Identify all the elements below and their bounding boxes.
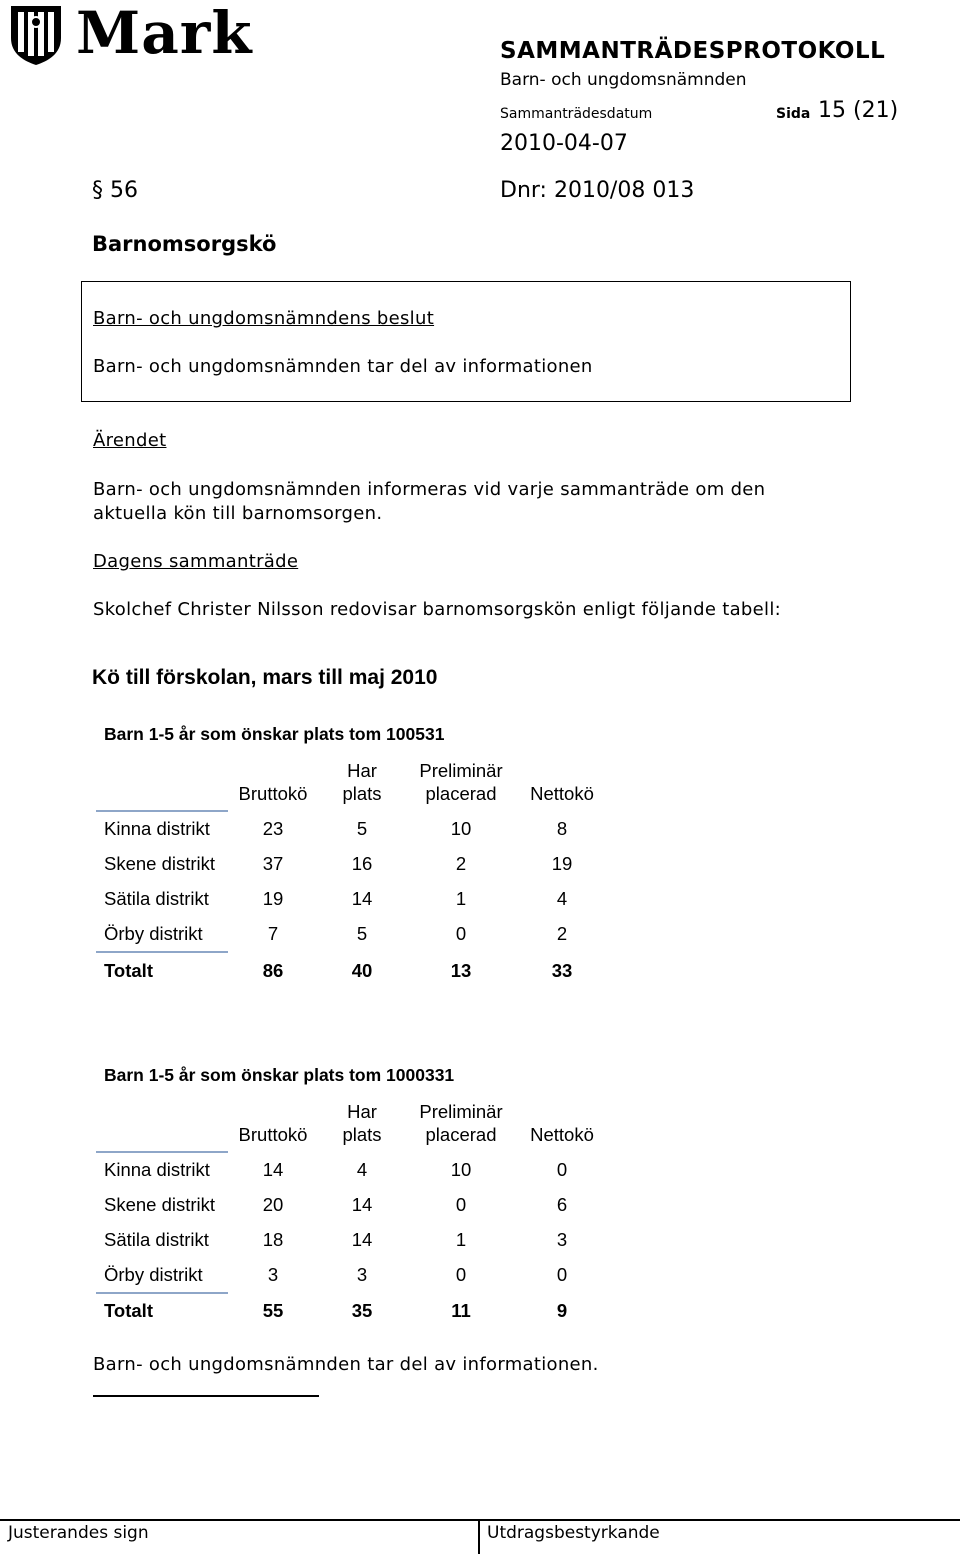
committee-name: Barn- och ungdomsnämnden <box>500 70 747 90</box>
nettoko-value: 2 <box>556 923 568 944</box>
har-plats-value: 14 <box>351 888 373 909</box>
meeting-date: 2010-04-07 <box>500 131 628 156</box>
queue-title: Kö till förskolan, mars till maj 2010 <box>92 666 438 689</box>
conclusion-text: Barn- och ungdomsnämnden tar del av informationen. <box>93 1354 599 1375</box>
bruttoko-value: 20 <box>262 1194 284 1215</box>
preliminar-value: 10 <box>450 818 472 839</box>
preliminar-value: 0 <box>455 1264 467 1285</box>
har-plats-value: 4 <box>356 1159 368 1180</box>
total-nettoko: 9 <box>556 1300 568 1321</box>
section-value: 56 <box>110 178 138 203</box>
nettoko-value: 8 <box>556 818 568 839</box>
preliminar-value: 0 <box>455 1194 467 1215</box>
table1-header-har: Har <box>347 760 377 781</box>
total-har-plats: 35 <box>351 1300 373 1321</box>
table2-title: Barn 1-5 år som önskar plats tom 1000331 <box>104 1065 455 1085</box>
har-plats-value: 16 <box>351 853 373 874</box>
end-rule <box>93 1395 319 1397</box>
table2-header-har: Har <box>347 1101 377 1122</box>
nettoko-value: 0 <box>556 1264 568 1285</box>
bruttoko-value: 14 <box>262 1159 284 1180</box>
preliminar-value: 0 <box>455 923 467 944</box>
total-label: Totalt <box>104 960 153 981</box>
table1-total-rule <box>96 951 228 953</box>
decision-heading: Barn- och ungdomsnämndens beslut <box>93 308 435 329</box>
district-name: Örby distrikt <box>104 923 203 944</box>
subject-title: Barnomsorgskö <box>92 232 277 256</box>
district-name: Örby distrikt <box>104 1264 203 1285</box>
nettoko-value: 4 <box>556 888 568 909</box>
protocol-title: SAMMANTRÄDESPROTOKOLL <box>500 38 886 64</box>
total-preliminar: 11 <box>451 1300 471 1321</box>
total-nettoko: 33 <box>551 960 573 981</box>
bruttoko-value: 37 <box>262 853 284 874</box>
bruttoko-value: 18 <box>262 1229 284 1250</box>
har-plats-value: 14 <box>351 1194 373 1215</box>
table2-header-bruttoko: Bruttokö <box>238 1124 308 1145</box>
district-name: Sätila distrikt <box>104 1229 209 1250</box>
table2-header-preliminar: Preliminär <box>419 1101 503 1122</box>
footer-justerandes-sign: Justerandes sign <box>8 1523 149 1543</box>
bruttoko-value: 3 <box>267 1264 279 1285</box>
section-sign: § <box>92 178 103 203</box>
page-label: Sida <box>776 106 811 122</box>
nettoko-value: 19 <box>551 853 573 874</box>
table1-header-preliminar: Preliminär <box>419 760 503 781</box>
district-name: Skene distrikt <box>104 853 216 874</box>
total-bruttoko: 55 <box>262 1300 284 1321</box>
preliminar-value: 2 <box>455 853 467 874</box>
bruttoko-value: 19 <box>262 888 284 909</box>
footer-divider <box>478 1519 480 1554</box>
preliminar-value: 10 <box>450 1159 472 1180</box>
total-bruttoko: 86 <box>262 960 284 981</box>
section-number <box>92 178 138 203</box>
total-har-plats: 40 <box>351 960 373 981</box>
table1-header-nettoko: Nettokö <box>530 783 594 804</box>
dnr-number: Dnr: 2010/08 013 <box>500 178 695 203</box>
preliminar-value: 1 <box>455 888 467 909</box>
nettoko-value: 3 <box>556 1229 568 1250</box>
today-heading: Dagens sammanträde <box>93 551 299 572</box>
table2-header-placerad: placerad <box>425 1124 497 1145</box>
table2-header-plats: plats <box>342 1124 382 1145</box>
district-name: Kinna distrikt <box>104 1159 210 1180</box>
decision-box <box>81 281 851 402</box>
nettoko-value: 6 <box>556 1194 568 1215</box>
bruttoko-value: 7 <box>267 923 279 944</box>
footer-rule <box>0 1519 960 1521</box>
matter-heading: Ärendet <box>93 430 167 451</box>
har-plats-value: 14 <box>351 1229 373 1250</box>
total-preliminar: 13 <box>450 960 472 981</box>
matter-text-line1: Barn- och ungdomsnämnden informeras vid varje sammanträde om den <box>93 479 766 500</box>
table1-header-bruttoko: Bruttokö <box>238 783 308 804</box>
table1-header-plats: plats <box>342 783 382 804</box>
nettoko-value: 0 <box>556 1159 568 1180</box>
footer-utdragsbestyrkande: Utdragsbestyrkande <box>487 1523 660 1543</box>
matter-text-line2: aktuella kön till barnomsorgen. <box>93 503 383 524</box>
har-plats-value: 5 <box>356 923 368 944</box>
preliminar-value: 1 <box>455 1229 467 1250</box>
har-plats-value: 5 <box>356 818 368 839</box>
table2-total-rule <box>96 1292 228 1294</box>
table1-header-placerad: placerad <box>425 783 497 804</box>
logo-text: Mark <box>76 0 253 67</box>
district-name: Sätila distrikt <box>104 888 209 909</box>
municipality-crest-icon <box>8 4 64 66</box>
meeting-date-label: Sammanträdesdatum <box>500 106 653 122</box>
district-name: Skene distrikt <box>104 1194 216 1215</box>
page-number: 15 (21) <box>818 98 899 123</box>
table2-header-nettoko: Nettokö <box>530 1124 594 1145</box>
table1-title: Barn 1-5 år som önskar plats tom 100531 <box>104 724 445 744</box>
total-label: Totalt <box>104 1300 153 1321</box>
today-text: Skolchef Christer Nilsson redovisar barnomsorgskön enligt följande tabell: <box>93 599 781 620</box>
bruttoko-value: 23 <box>262 818 284 839</box>
table1-header-rule <box>96 810 228 812</box>
har-plats-value: 3 <box>356 1264 368 1285</box>
decision-text: Barn- och ungdomsnämnden tar del av informationen <box>93 356 593 377</box>
table2-header-rule <box>96 1151 228 1153</box>
district-name: Kinna distrikt <box>104 818 210 839</box>
